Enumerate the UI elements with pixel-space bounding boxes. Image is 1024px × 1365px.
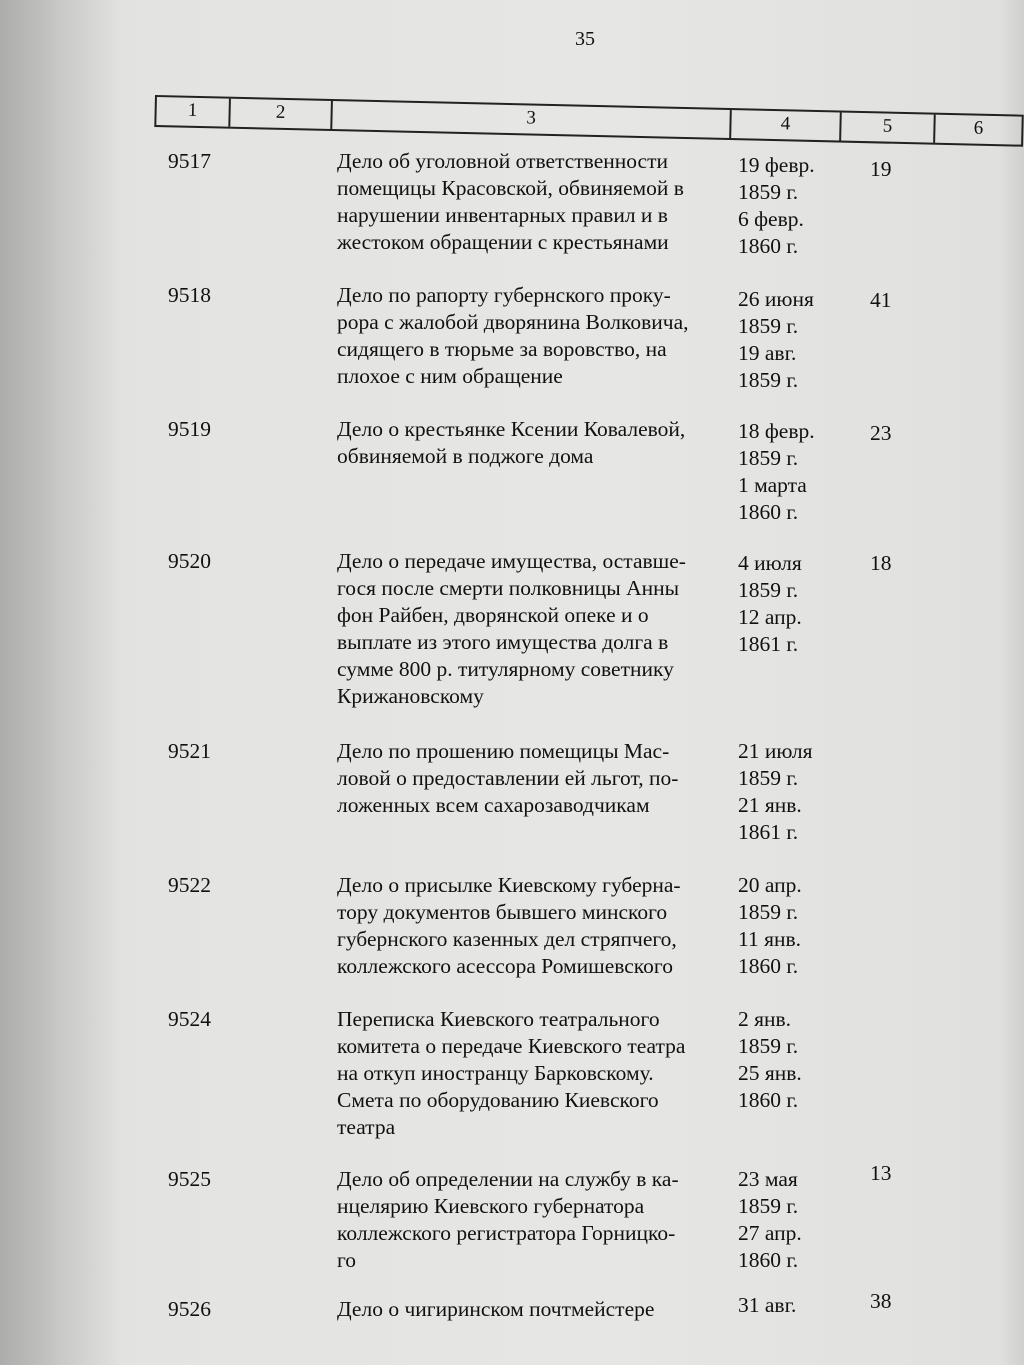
entry-number: 9524 — [168, 1007, 211, 1031]
date-line: 1859 г. — [738, 446, 799, 470]
entry-sheet-count: 18 — [870, 551, 892, 575]
entry-description — [337, 548, 737, 710]
description-line: Переписка Киевского театрального — [337, 1007, 660, 1031]
entry-number: 9517 — [168, 149, 211, 173]
description-line: помещицы Красовской, обвиняемой в — [337, 176, 684, 200]
entry-dates — [738, 1292, 848, 1319]
entry-description — [337, 282, 737, 390]
description-line: рора с жалобой дворянина Волковича, — [337, 310, 689, 334]
entry-dates — [738, 286, 848, 394]
entry-description — [337, 416, 737, 470]
date-line: 1859 г. — [738, 578, 799, 602]
column-header-4: 4 — [731, 110, 842, 140]
page-number: 35 — [575, 28, 595, 50]
entry-number: 9520 — [168, 549, 211, 573]
date-line: 1860 г. — [738, 234, 799, 258]
column-header-1: 1 — [156, 97, 231, 127]
description-line: обвиняемой в поджоге дома — [337, 444, 594, 468]
date-line: 11 янв. — [738, 927, 801, 951]
date-line: 19 февр. — [738, 153, 815, 177]
description-line: Дело по прошению помещицы Мас- — [337, 739, 670, 763]
entry-dates — [738, 1006, 848, 1114]
date-line: 1860 г. — [738, 1248, 799, 1272]
description-line: го — [337, 1248, 357, 1272]
description-line: Дело о передаче имущества, оставше- — [337, 549, 686, 573]
entry-dates — [738, 1166, 848, 1274]
column-header-2: 2 — [230, 99, 333, 129]
description-line: ловой о предоставлении ей льгот, по- — [337, 766, 679, 790]
description-line: гося после смерти полковницы Анны — [337, 576, 680, 600]
date-line: 1859 г. — [738, 368, 799, 392]
date-line: 4 июля — [738, 551, 802, 575]
description-line: коллежского регистратора Горницко- — [337, 1221, 676, 1245]
date-line: 18 февр. — [738, 419, 815, 443]
date-line: 1861 г. — [738, 632, 799, 656]
entry-dates — [738, 738, 848, 846]
description-line: плохое с ним обращение — [337, 364, 563, 388]
column-header-6: 6 — [973, 117, 984, 139]
description-line: Дело об уголовной ответственности — [337, 149, 668, 173]
description-line: Дело по рапорту губернского проку- — [337, 283, 671, 307]
entry-description — [337, 1006, 737, 1141]
entry-sheet-count: 19 — [870, 157, 892, 181]
date-line: 21 июля — [738, 739, 813, 763]
date-line: 1 марта — [738, 473, 807, 497]
date-line: 1859 г. — [738, 900, 799, 924]
date-line: 21 янв. — [738, 793, 802, 817]
date-line: 23 мая — [738, 1167, 798, 1191]
date-line: 19 авг. — [738, 341, 797, 365]
date-line: 12 апр. — [738, 605, 802, 629]
entry-number: 9519 — [168, 417, 211, 441]
entry-number: 9518 — [168, 283, 211, 307]
date-line: 1859 г. — [738, 314, 799, 338]
entry-dates — [738, 872, 848, 980]
description-line: Дело о крестьянке Ксении Ковалевой, — [337, 417, 686, 441]
entry-dates — [738, 550, 848, 658]
entry-description — [337, 1296, 737, 1323]
description-line: сидящего в тюрьме за воровство, на — [337, 337, 667, 361]
entry-description — [337, 738, 737, 819]
description-line: комитета о передаче Киевского театра — [337, 1034, 686, 1058]
entry-sheet-count: 38 — [870, 1289, 892, 1313]
date-line: 2 янв. — [738, 1007, 792, 1031]
entry-description — [337, 148, 737, 256]
entry-sheet-count: 13 — [870, 1161, 892, 1185]
entry-description — [337, 1166, 737, 1274]
entry-sheet-count: 41 — [870, 288, 892, 312]
date-line: 1860 г. — [738, 954, 799, 978]
description-line: Дело об определении на службу в ка- — [337, 1167, 679, 1191]
description-line: сумме 800 р. титулярному советнику — [337, 657, 674, 681]
date-line: 1859 г. — [738, 1034, 799, 1058]
date-line: 1859 г. — [738, 1194, 799, 1218]
description-line: Дело о чигиринском почтмейстере — [337, 1297, 655, 1321]
entry-number: 9521 — [168, 739, 211, 763]
entry-sheet-count: 23 — [870, 421, 892, 445]
description-line: нарушении инвентарных правил и в — [337, 203, 668, 227]
description-line: губернского казенных дел стряпчего, — [337, 927, 677, 951]
description-line: тору документов бывшего минского — [337, 900, 668, 924]
date-line: 20 апр. — [738, 873, 802, 897]
entry-dates — [738, 152, 848, 260]
description-line: коллежского асессора Ромишевского — [337, 954, 673, 978]
description-line: фон Райбен, дворянской опеке и о — [337, 603, 649, 627]
date-line: 1861 г. — [738, 820, 799, 844]
entry-number: 9526 — [168, 1297, 211, 1321]
description-line: нцелярию Киевского губернатора — [337, 1194, 645, 1218]
date-line: 25 янв. — [738, 1061, 802, 1085]
date-line: 27 апр. — [738, 1221, 802, 1245]
description-line: ложенных всем сахарозаводчикам — [337, 793, 650, 817]
entry-number: 9522 — [168, 873, 211, 897]
description-line: театра — [337, 1115, 396, 1139]
date-line: 26 июня — [738, 287, 814, 311]
column-header-5: 5 — [841, 113, 936, 143]
date-line: 6 февр. — [738, 207, 804, 231]
description-line: Крижановскому — [337, 684, 484, 708]
description-line: Смета по оборудованию Киевского — [337, 1088, 659, 1112]
entry-dates — [738, 418, 848, 526]
entry-number: 9525 — [168, 1167, 211, 1191]
description-line: Дело о присылке Киевскому губерна- — [337, 873, 681, 897]
date-line: 31 авг. — [738, 1293, 797, 1317]
description-line: выплате из этого имущества долга в — [337, 630, 669, 654]
entry-description — [337, 872, 737, 980]
date-line: 1860 г. — [738, 500, 799, 524]
description-line: жестоком обращении с крестьянами — [337, 230, 669, 254]
description-line: на откуп иностранцу Барковскому. — [337, 1061, 654, 1085]
column-header-3: 3 — [332, 101, 732, 138]
date-line: 1859 г. — [738, 180, 799, 204]
date-line: 1859 г. — [738, 766, 799, 790]
date-line: 1860 г. — [738, 1088, 799, 1112]
